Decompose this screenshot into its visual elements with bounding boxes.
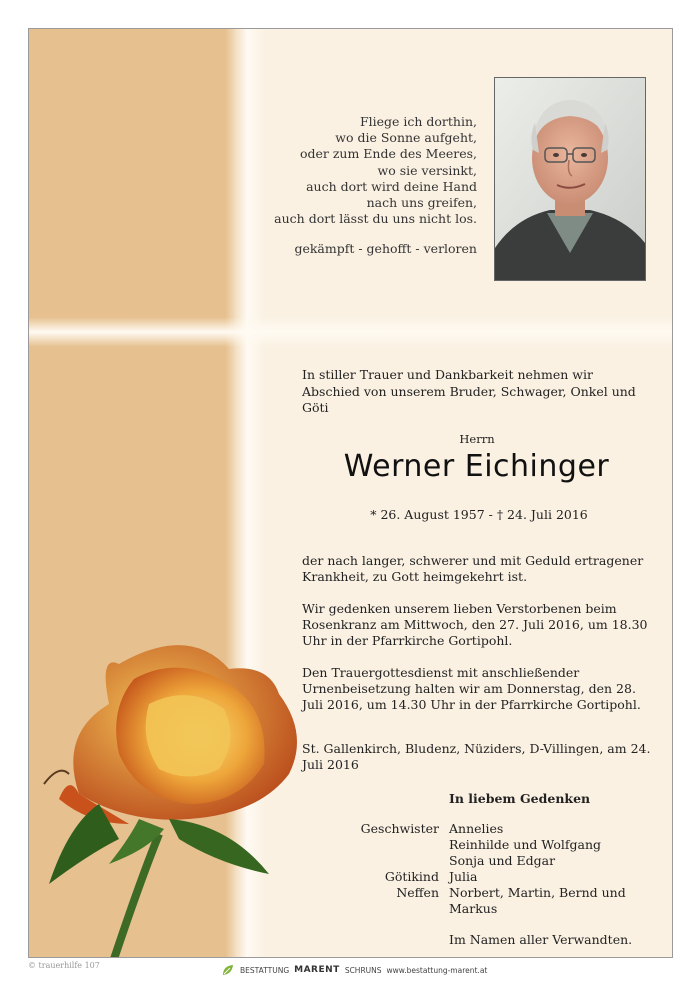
- deceased-name: Werner Eichinger: [343, 449, 610, 484]
- footer-url[interactable]: www.bestattung-marent.at: [386, 965, 488, 975]
- footer-location: SCHRUNS: [344, 965, 382, 975]
- intro-text: In stiller Trauer und Dankbarkeit nehmen wir Abschied von unserem Bruder, Schwager, Onkel und Göti: [302, 367, 636, 415]
- mourner-name: Norbert, Martin, Bernd und Markus: [449, 885, 626, 916]
- footer-prefix: BESTATTUNG: [240, 965, 290, 975]
- mourner-relation: [329, 837, 449, 853]
- footer-brand: [221, 962, 487, 978]
- mourners-list: [329, 821, 649, 948]
- rose-image: [39, 624, 309, 958]
- life-dates: * 26. August 1957 - † 24. Juli 2016: [370, 507, 588, 522]
- mourner-relation: Neffen: [396, 885, 439, 900]
- paragraph-funeral: Den Trauergottesdienst mit anschließender Urnenbeisetzung halten wir am Donnerstag, den 28. Juli 2016, um 14.30 Uhr in der Pfarrkirche Gortipohl.: [302, 665, 641, 713]
- mourner-row: [329, 885, 649, 917]
- mourner-name: Reinhilde und Wolfgang: [449, 837, 602, 852]
- poem: [229, 114, 477, 258]
- mourner-name: Julia: [449, 869, 478, 884]
- mourner-row: [329, 869, 649, 885]
- mourner-row: [329, 837, 649, 853]
- memorial-title: In liebem Gedenken: [449, 791, 591, 806]
- poem-line: auch dort wird deine Hand: [306, 178, 477, 194]
- poem-line: nach uns greifen,: [366, 195, 477, 211]
- footer-brand-name: MARENT: [294, 965, 340, 975]
- obituary-card: [28, 28, 673, 958]
- light-cross-horizontal: [29, 317, 672, 347]
- paragraph-rosary: Wir gedenken unserem lieben Verstorbenen beim Rosenkranz am Mittwoch, den 27. Juli 2016, um 18.30 Uhr in der Pfarrkirche Gortipohl.: [302, 601, 648, 649]
- paragraph-place-date: St. Gallenkirch, Bludenz, Nüziders, D-Villingen, am 24. Juli 2016: [302, 741, 651, 773]
- mourner-relation: Geschwister: [360, 821, 439, 836]
- closing-line: Im Namen aller Verwandten.: [449, 932, 633, 947]
- copyright-note: © trauerhilfe 107: [28, 961, 100, 970]
- mourner-name: Annelies: [449, 821, 504, 836]
- paragraph-death: der nach langer, schwerer und mit Geduld ertragener Krankheit, zu Gott heimgekehrt ist.: [302, 553, 644, 585]
- mourner-row: [329, 821, 649, 837]
- poem-line: wo sie versinkt,: [377, 162, 477, 178]
- salutation: Herrn: [459, 432, 495, 446]
- poem-line: wo die Sonne aufgeht,: [335, 130, 477, 146]
- mourner-relation: Götikind: [384, 869, 439, 884]
- mourner-relation: [329, 853, 449, 869]
- poem-line: auch dort lässt du uns nicht los.: [274, 211, 477, 227]
- mourner-name: Sonja und Edgar: [449, 853, 556, 868]
- poem-line: Fliege ich dorthin,: [359, 114, 477, 129]
- poem-line: oder zum Ende des Meeres,: [299, 146, 477, 162]
- portrait-photo: [494, 77, 646, 281]
- mourner-row: [329, 853, 649, 869]
- motto: gekämpft - gehofft - verloren: [294, 241, 477, 257]
- leaf-logo-icon: [221, 963, 235, 977]
